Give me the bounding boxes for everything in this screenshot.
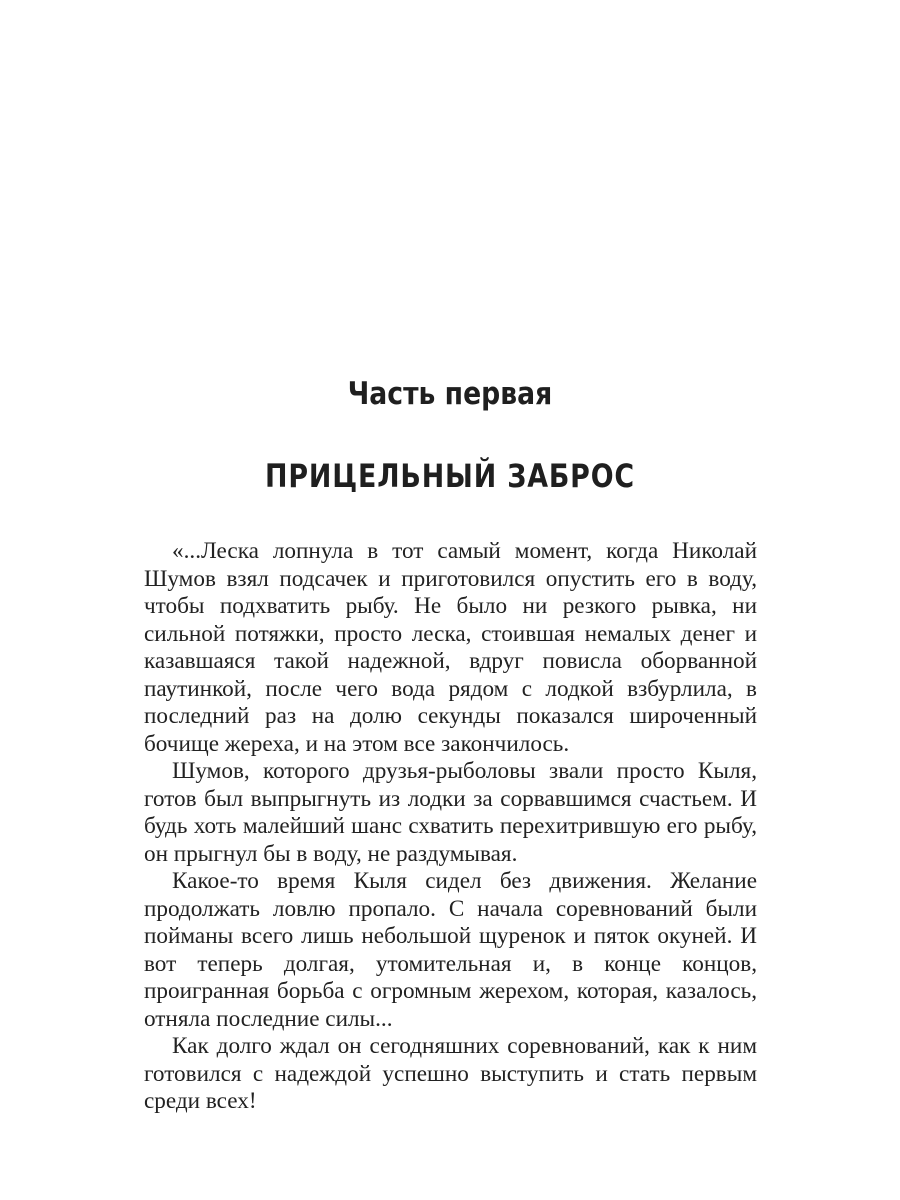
part-title: Часть первая [347,376,553,412]
body-text [144,538,757,1116]
paragraph-1: «...Леска лопнула в тот самый момент, когда Николай Шумов взял подсачек и приготовился опустить его в воду, чтобы подхватить рыбу. Не было ни резкого рывка, ни сильной потяжки, просто леска, стоившая немалых денег и казавшаяся такой надежной, вдруг повисла оборванной паутинкой, после чего вода рядом с лодкой взбурлила, в последний раз на долю секунды показался широченный бочище жереха, и на этом все закончилось. [144,538,757,757]
paragraph-3: Какое-то время Кыля сидел без движения. Желание продолжать ловлю пропало. С начала соревнований были пойманы всего лишь небольшой щуренок и пяток окуней. И вот теперь долгая, утомительная и, в конце концов, проигранная борьба с огромным жерехом, которая, казалось, отняла последние силы... [144,868,757,1032]
paragraph-2: Шумов, которого друзья-рыболовы звали просто Кыля, готов был выпрыгнуть из лодки за сорвавшимся счастьем. И будь хоть малейший шанс схватить перехитрившую его рыбу, он прыгнул бы в воду, не раздумывая. [144,758,757,867]
chapter-title: ПРИЦЕЛЬНЫЙ ЗАБРОС [265,457,635,495]
paragraph-4: Как долго ждал он сегодняшних соревнований, как к ним готовился с надеждой успешно выступить и стать первым среди всех! [144,1033,757,1114]
